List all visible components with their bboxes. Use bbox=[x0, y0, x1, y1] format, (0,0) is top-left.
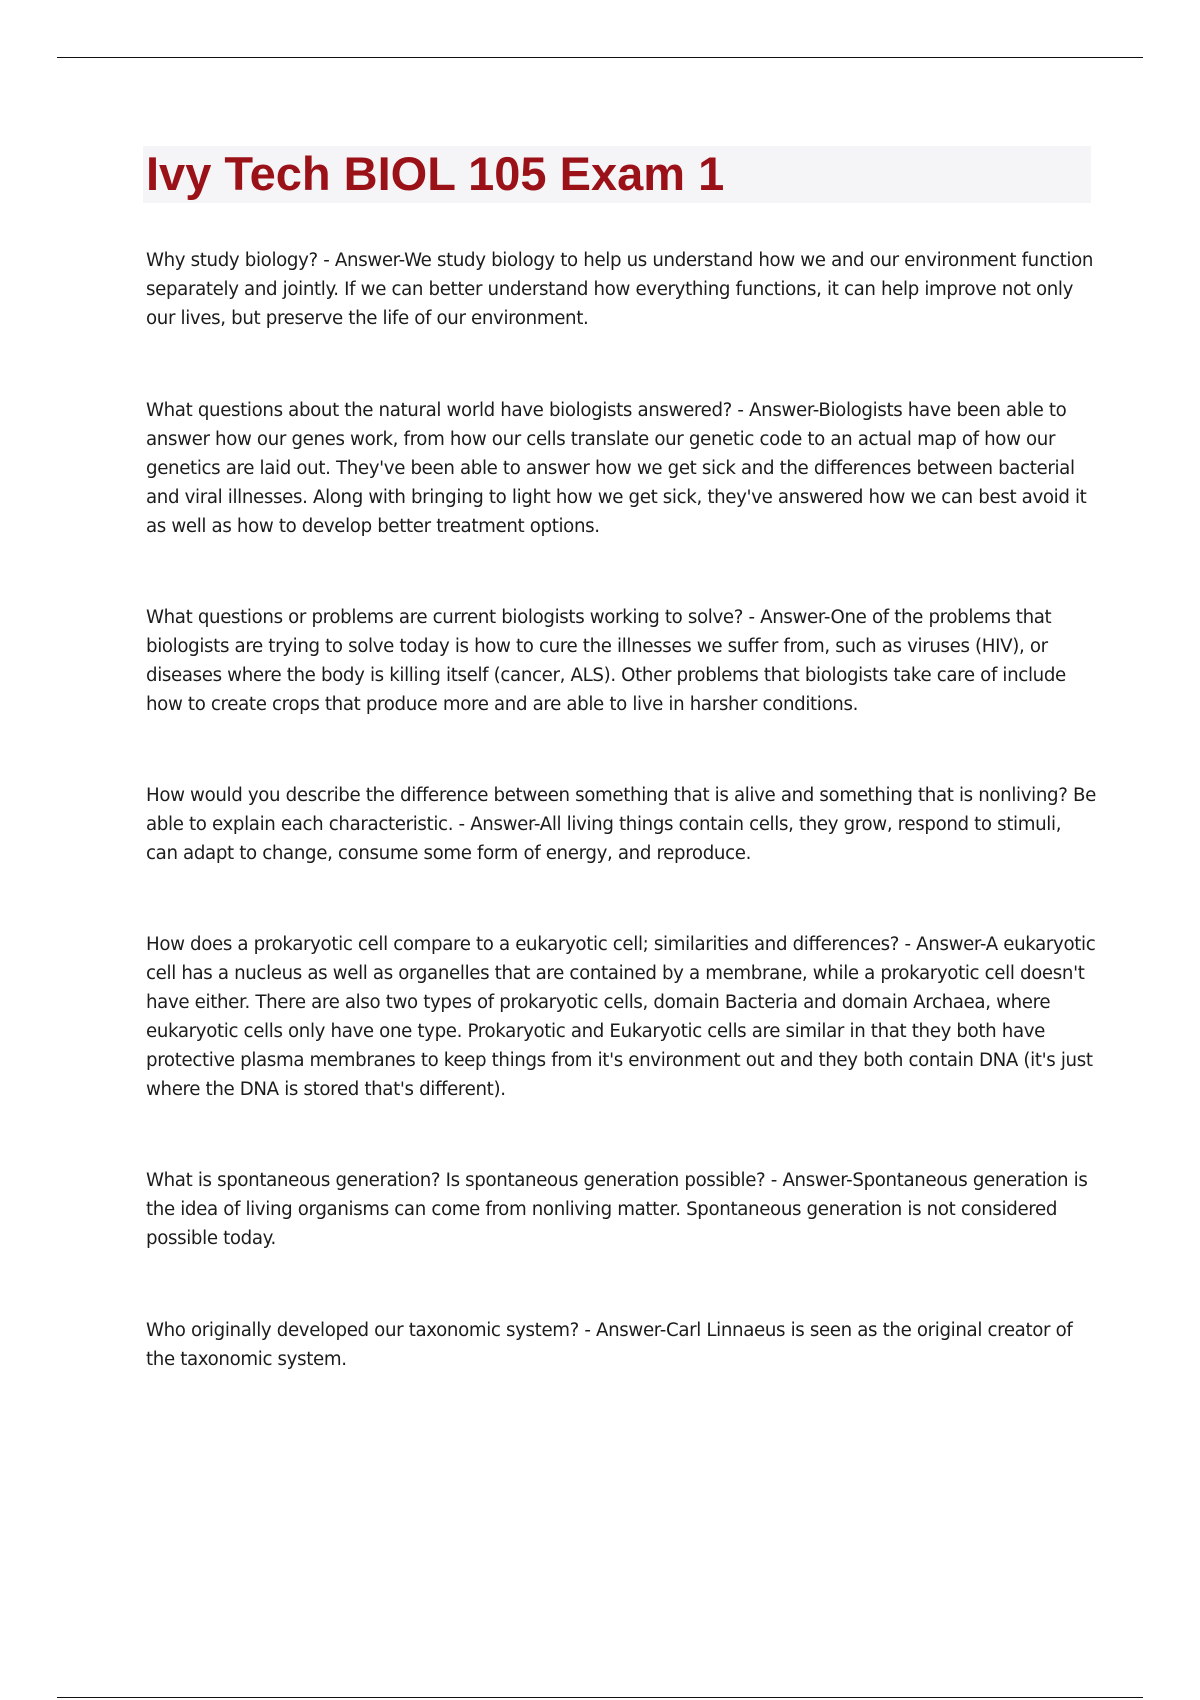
qa-item-taxonomic-system: Who originally developed our taxonomic system? - Answer-Carl Linnaeus is seen as the original creator of the taxonomic system. bbox=[146, 1320, 1073, 1370]
qa-item-living-vs-nonliving: How would you describe the difference between something that is alive and something that is nonliving? Be able to explain each characteristic. - Answer-All living things contain cells, they grow, respond to stimuli, can adapt to change, consume some form of energy, and reproduce. bbox=[146, 785, 1096, 864]
top-rule bbox=[57, 57, 1143, 58]
qa-item-current-problems: What questions or problems are current biologists working to solve? - Answer-One of the problems that biologists are trying to solve today is how to cure the illnesses we suffer from, such as viruses (HIV), or diseases where the body is killing itself (cancer, ALS). Other problems that biologists take care of include how to create crops that produce more and are able to live in harsher conditions. bbox=[146, 607, 1066, 715]
bottom-rule bbox=[57, 1697, 1143, 1698]
qa-item-questions-answered: What questions about the natural world have biologists answered? - Answer-Biologists have been able to answer how our genes work, from how our cells translate our genetic code to an actual map of how our genetics are laid out. They've been able to answer how we get sick and the differences between bacterial and viral illnesses. Along with bringing to light how we get sick, they've answered how we can best avoid it as well as how to develop better treatment options. bbox=[146, 400, 1087, 537]
qa-item-prokaryotic-vs-eukaryotic: How does a prokaryotic cell compare to a eukaryotic cell; similarities and differences? - Answer-A eukaryotic cell has a nucleus as well as organelles that are contained by a membrane, while a prokaryotic cell doesn't have either. There are also two types of prokaryotic cells, domain Bacteria and domain Archaea, where eukaryotic cells only have one type. Prokaryotic and Eukaryotic cells are similar in that they both have protective plasma membranes to keep things from it's environment out and they both contain DNA (it's just where the DNA is stored that's different). bbox=[146, 934, 1096, 1100]
qa-item-why-study-biology: Why study biology? - Answer-We study biology to help us understand how we and our environment function separately and jointly. If we can better understand how everything functions, it can help improve not only our lives, but preserve the life of our environment. bbox=[146, 250, 1094, 329]
document-title: Ivy Tech BIOL 105 Exam 1 bbox=[146, 147, 725, 200]
qa-item-spontaneous-generation: What is spontaneous generation? Is spontaneous generation possible? - Answer-Spontaneous generation is the idea of living organisms can come from nonliving matter. Spontaneous generation is not considered possible today. bbox=[146, 1170, 1088, 1249]
